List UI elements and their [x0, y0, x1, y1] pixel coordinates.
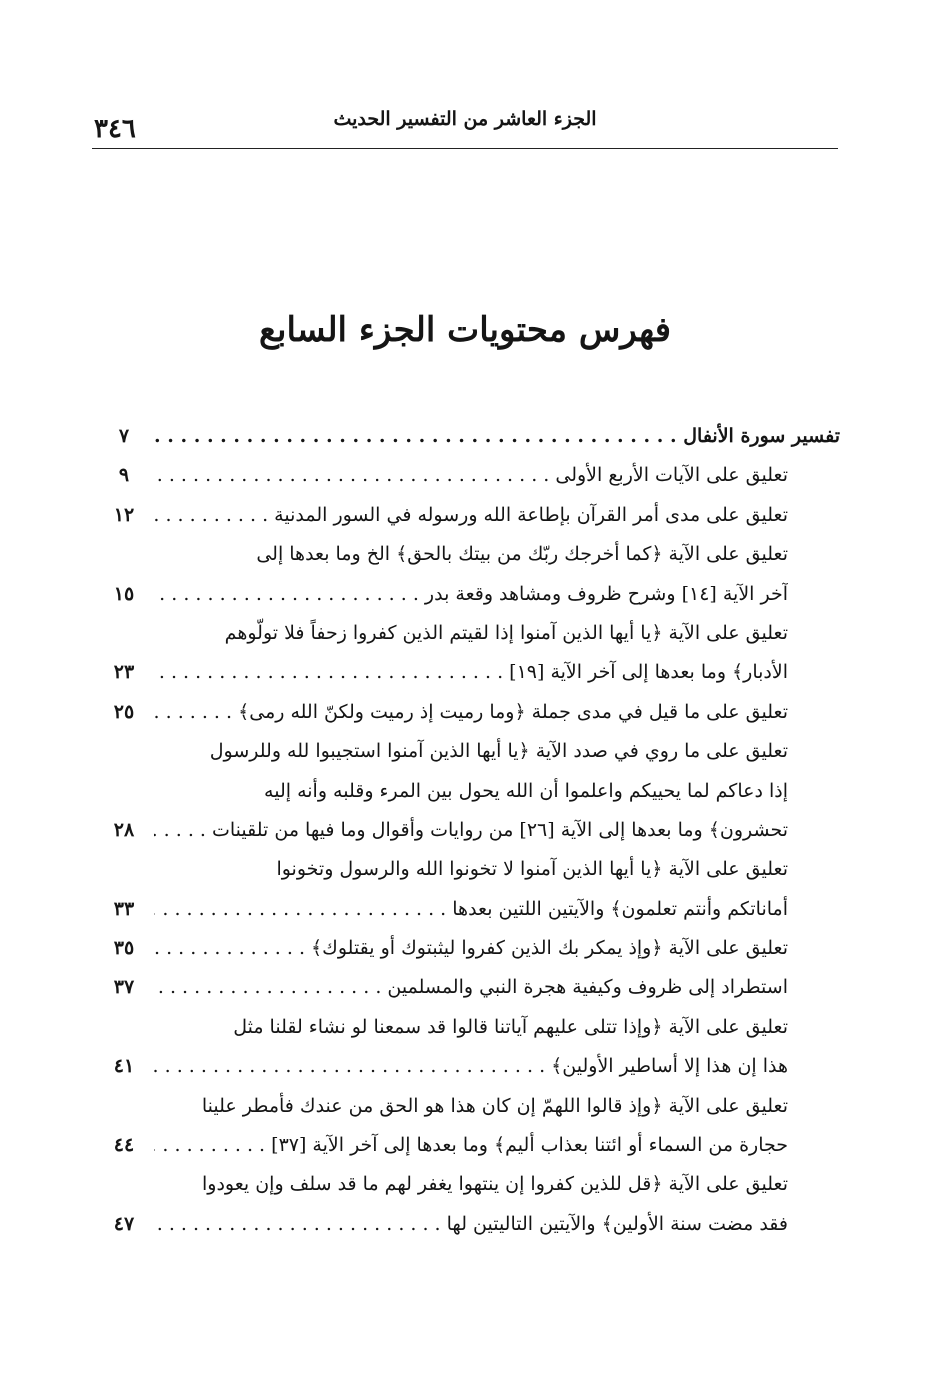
toc-entry-text: تعليق على الآية ﴿يا أيها الذين آمنوا لا تخونوا الله والرسول وتخونوا: [276, 858, 788, 881]
toc-entry-page-number: ٢٣: [113, 661, 135, 684]
toc-entry-text: آخر الآية [١٤] وشرح ظروف ومشاهد وقعة بدر . . .: [154, 575, 788, 614]
toc-entry: [100, 1008, 840, 1047]
toc-entry-text: تحشرون﴾ وما بعدها إلى الآية [٢٦] من روايات وأقوال وما فيها من تلقينات . . .: [154, 811, 788, 850]
toc-entry-text: تعليق على الآية ﴿كما أخرجك ربّك من بيتك بالحق﴾ الخ وما بعدها إلى: [256, 543, 788, 566]
page-title: فهرس محتويات الجزء السابع: [258, 310, 672, 350]
toc-entry: [100, 653, 840, 692]
toc-entry-text: حجارة من السماء أو ائتنا بعذاب أليم﴾ وما بعدها إلى آخر الآية [٣٧] . . .: [154, 1126, 788, 1165]
table-of-contents: [100, 417, 840, 1244]
toc-entry-page-number: ٤٤: [113, 1134, 135, 1157]
toc-entry-page-number: ٤٧: [113, 1212, 135, 1235]
toc-entry: [100, 968, 840, 1007]
toc-entry: [100, 535, 840, 574]
toc-entry-text: تعليق على مدى أمر القرآن بإطاعة الله ورسوله في السور المدنية . . .: [154, 496, 788, 535]
toc-entry-page-number: ٢٨: [113, 818, 135, 841]
toc-entry-text: تعليق على الآية ﴿وإذ يمكر بك الذين كفروا ليثبتوك أو يقتلوك﴾ . . .: [154, 929, 788, 968]
page-header: [92, 108, 838, 149]
toc-entry: [100, 732, 840, 771]
toc-entry-text: أماناتكم وأنتم تعلمون﴾ والآيتين اللتين بعدها . . .: [154, 890, 788, 929]
toc-entry-text: تعليق على الآية ﴿قل للذين كفروا إن ينتهوا يغفر لهم ما قد سلف وإن يعودوا: [201, 1173, 788, 1196]
toc-entry-page-number: ٤١: [113, 1055, 135, 1078]
toc-entry-text: تعليق على الآية ﴿يا أيها الذين آمنوا إذا لقيتم الذين كفروا زحفاً فلا تولّوهم: [224, 621, 788, 644]
toc-entry: [100, 811, 840, 850]
toc-entry: [100, 496, 840, 535]
toc-entry-text: تعليق على الآية ﴿وإذ قالوا اللهمّ إن كان هذا هو الحق من عندك فأمطر علينا: [201, 1094, 788, 1117]
toc-entry-page-number: ٣٧: [113, 976, 135, 999]
toc-entry: [100, 772, 840, 811]
toc-entry-page-number: ٩: [118, 464, 130, 487]
toc-entry-text: تعليق على الآية ﴿وإذا تتلى عليهم آياتنا قالوا قد سمعنا لو نشاء لقلنا مثل: [233, 1015, 788, 1038]
toc-entry-page-number: ١٥: [113, 582, 135, 605]
running-title: الجزء العاشر من التفسير الحديث: [333, 108, 597, 130]
toc-entry: [100, 1126, 840, 1165]
toc-entry: [100, 850, 840, 889]
toc-entry-text: هذا إن هذا إلا أساطير الأولين﴾ . . .: [154, 1047, 788, 1086]
toc-entry: [100, 456, 840, 495]
toc-entry: [100, 1047, 840, 1086]
toc-entry: [100, 890, 840, 929]
toc-entry-text: فقد مضت سنة الأولين﴾ والآيتين التاليتين لها . . .: [154, 1205, 788, 1244]
toc-entry: [100, 693, 840, 732]
toc-entry-text: تعليق على ما قيل في مدى جملة ﴿وما رميت إذ رميت ولكنّ الله رمى﴾ . . .: [154, 693, 788, 732]
toc-entry-page-number: ٧: [118, 425, 130, 447]
toc-entry: [100, 1165, 840, 1204]
toc-entry-page-number: ١٢: [113, 503, 135, 526]
toc-entry: [100, 929, 840, 968]
toc-entry: [100, 614, 840, 653]
toc-entry: [100, 417, 840, 456]
toc-entry-text: الأدبار﴾ وما بعدها إلى آخر الآية [١٩] . . .: [154, 653, 788, 692]
toc-entry-text: إذا دعاكم لما يحييكم واعلموا أن الله يحول بين المرء وقلبه وأنه إليه: [264, 779, 788, 802]
toc-entry-text: تعليق على ما روي في صدد الآية ﴿يا أيها الذين آمنوا استجيبوا لله وللرسول: [209, 740, 788, 763]
toc-entry-page-number: ٢٥: [113, 700, 135, 723]
toc-entry: [100, 1205, 840, 1244]
toc-entry-text: تفسير سورة الأنفال . . .: [154, 417, 840, 456]
toc-entry: [100, 575, 840, 614]
page-number: ٣٤٦: [94, 114, 136, 144]
toc-entry-text: استطراد إلى ظروف وكيفية هجرة النبي والمسلمين . . .: [154, 968, 788, 1007]
toc-entry-text: تعليق على الآيات الأربع الأولى . . .: [154, 456, 788, 495]
toc-entry: [100, 1087, 840, 1126]
toc-entry-page-number: ٣٥: [113, 937, 135, 960]
toc-entry-page-number: ٣٣: [113, 897, 135, 920]
